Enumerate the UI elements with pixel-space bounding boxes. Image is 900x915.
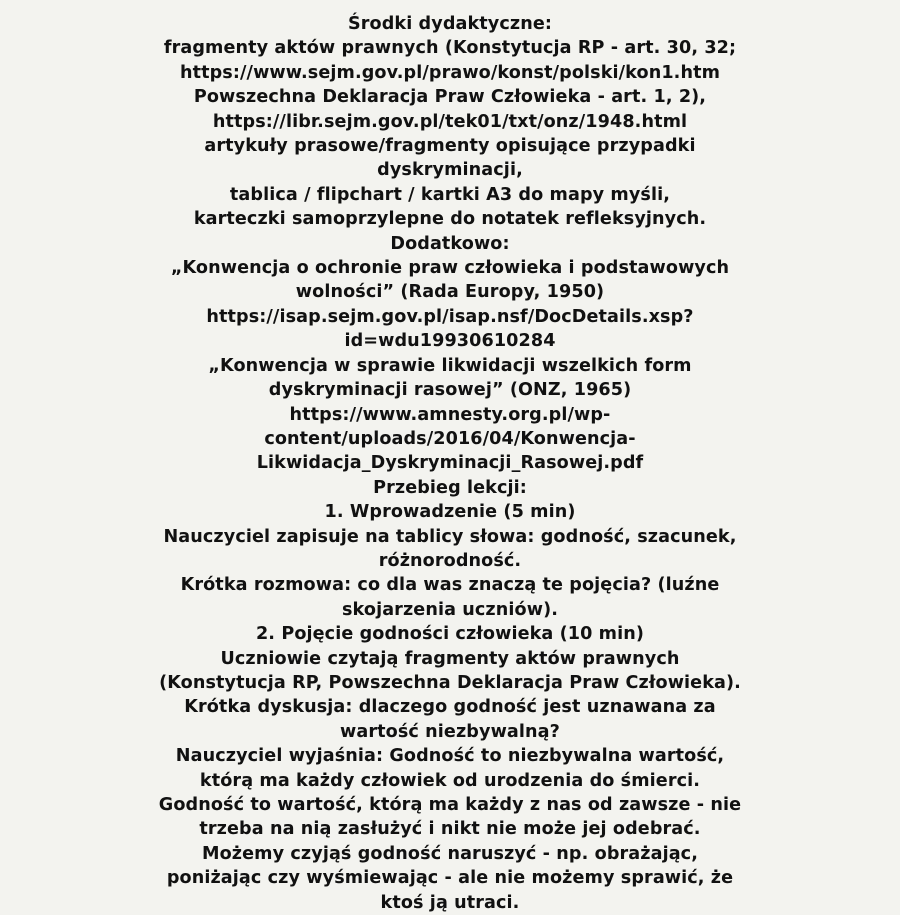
url-line: https://libr.sejm.gov.pl/tek01/txt/onz/1948.html — [212, 111, 688, 132]
text-line-clipped: ktoś ją utraci. — [380, 892, 520, 913]
text-line: którą ma każdy człowiek od urodzenia do śmierci. — [199, 770, 701, 791]
section-heading-additional: Dodatkowo: — [390, 233, 510, 254]
text-line: trzeba na nią zasłużyć i nikt nie może jej odebrać. — [199, 819, 701, 840]
step-heading-introduction: 1. Wprowadzenie (5 min) — [324, 502, 576, 523]
text-line: skojarzenia uczniów). — [341, 599, 558, 620]
text-line: „Konwencja o ochronie praw człowieka i podstawowych — [170, 258, 730, 279]
text-line: (Konstytucja RP, Powszechna Deklaracja Praw Człowieka). — [159, 672, 741, 693]
text-line: „Konwencja w sprawie likwidacji wszelkich form — [208, 355, 692, 376]
text-line: Powszechna Deklaracja Praw Człowieka - art. 1, 2), — [193, 87, 707, 108]
text-line: Nauczyciel zapisuje na tablicy słowa: godność, szacunek, — [163, 526, 737, 547]
text-line: poniżając czy wyśmiewając - ale nie możemy sprawić, że — [166, 868, 734, 889]
text-line: Możemy czyjąś godność naruszyć - np. obrażając, — [202, 843, 698, 864]
step-heading-dignity-concept: 2. Pojęcie godności człowieka (10 min) — [255, 624, 645, 645]
url-line: https://www.amnesty.org.pl/wp- — [289, 404, 611, 425]
text-line: dyskryminacji rasowej” (ONZ, 1965) — [268, 380, 632, 401]
text-line: Uczniowie czytają fragmenty aktów prawnych — [220, 648, 680, 669]
text-line: wolności” (Rada Europy, 1950) — [295, 282, 605, 303]
text-line: fragmenty aktów prawnych (Konstytucja RP - art. 30, 32; — [163, 38, 737, 59]
url-line: content/uploads/2016/04/Konwencja- — [264, 428, 636, 449]
lesson-plan-text — [0, 12, 900, 915]
text-line: Krótka dyskusja: dlaczego godność jest uznawana za — [184, 697, 716, 718]
text-line: wartość niezbywalną? — [340, 721, 560, 742]
text-line: dyskryminacji, — [377, 160, 523, 181]
section-heading-lesson-flow: Przebieg lekcji: — [373, 477, 527, 498]
url-line: https://www.sejm.gov.pl/prawo/konst/polski/kon1.htm — [179, 62, 721, 83]
text-line: tablica / flipchart / kartki A3 do mapy myśli, — [229, 184, 671, 205]
url-line: Likwidacja_Dyskryminacji_Rasowej.pdf — [256, 453, 644, 474]
url-line: id=wdu19930610284 — [344, 331, 556, 352]
text-line: Krótka rozmowa: co dla was znaczą te pojęcia? (luźne — [180, 575, 720, 596]
text-line: Nauczyciel wyjaśnia: Godność to niezbywalna wartość, — [175, 746, 725, 767]
text-line: Godność to wartość, którą ma każdy z nas od zawsze - nie — [158, 795, 742, 815]
url-line: https://isap.sejm.gov.pl/isap.nsf/DocDetails.xsp? — [206, 306, 694, 327]
text-line: różnorodność. — [378, 550, 522, 571]
section-heading-teaching-aids: Środki dydaktyczne: — [347, 14, 553, 34]
text-line: karteczki samoprzylepne do notatek refleksyjnych. — [193, 209, 707, 230]
text-line: artykuły prasowe/fragmenty opisujące przypadki — [204, 136, 696, 157]
